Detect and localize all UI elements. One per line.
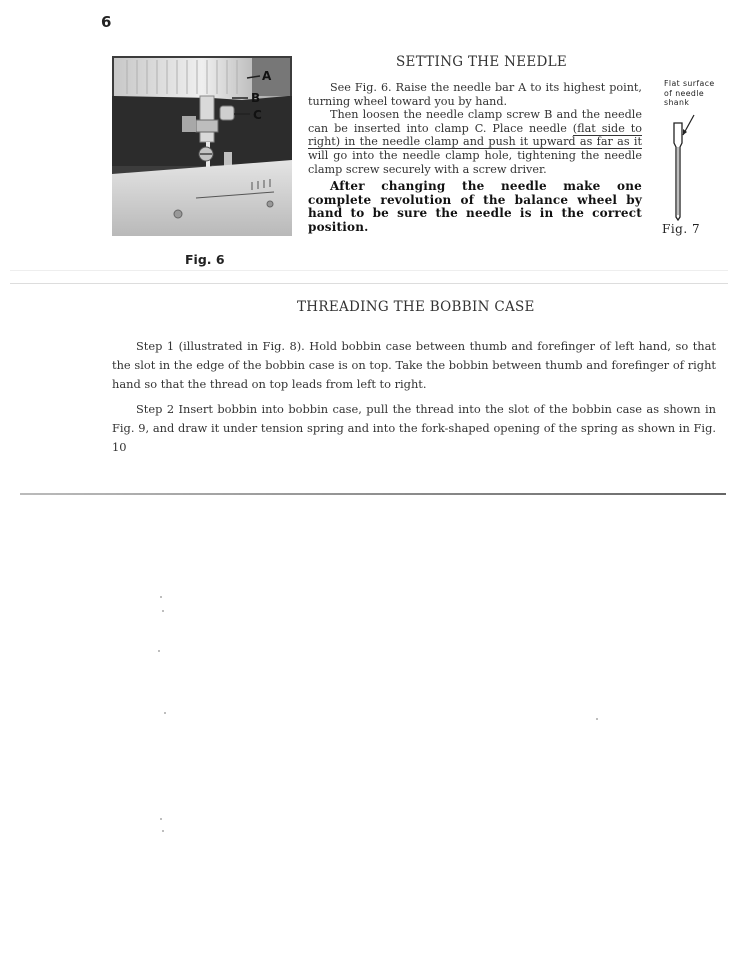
bobbin-step1: Step 1 (illustrated in Fig. 8). Hold bobbin case between thumb and forefinger of left hand, so that the slot in the edge of the bobbin case is on top. Take the bobbin between thumb and forefinger of right hand so that the thread on top leads from left to right. (112, 339, 716, 391)
bobbin-step2: Step 2 Insert bobbin into bobbin case, pull the thread into the slot of the bobbin case as shown in Fig. 9, and draw it under tension spring and into the fork-shaped opening of the spring as shown in Fig. 10 (112, 402, 716, 454)
setting-needle-title: SETTING THE NEEDLE (396, 54, 568, 70)
fig7-caption: Fig. 7 (662, 222, 701, 236)
setting-needle-para2 (308, 108, 642, 176)
para2-part-b: will go into the needle clamp hole, tightening the needle clamp screw securely with a screw driver. (308, 148, 642, 176)
page-divider (20, 493, 726, 495)
fig7-note-line3: shank (664, 98, 690, 107)
fig6-caption: Fig. 6 (185, 252, 225, 267)
scan-speck (162, 610, 164, 612)
page-number: 6 (101, 13, 112, 31)
scan-speck (164, 712, 166, 714)
sewing-machine-photo (112, 56, 292, 236)
label-a: A (262, 69, 272, 83)
setting-needle-para1: See Fig. 6. Raise the needle bar A to its highest point, turning wheel toward you by hand. (308, 81, 642, 108)
bobbin-case-title: THREADING THE BOBBIN CASE (297, 299, 535, 315)
needle-illustration (668, 113, 698, 221)
label-b: B (251, 91, 261, 105)
fig7-note (664, 79, 734, 108)
para2-underlined: (flat side to right) in the needle clamp and push it upward as far as it (308, 121, 643, 149)
scan-speck (160, 596, 162, 598)
scan-speck (160, 818, 162, 820)
scan-speck (596, 718, 598, 720)
scan-line-2 (10, 283, 728, 284)
scan-speck (162, 830, 164, 832)
setting-needle-bold-note: After changing the needle make one complete revolution of the balance wheel by hand to be sure the needle is in the correct position. (308, 179, 642, 234)
para2-part-a: Then loosen the needle clamp screw B and the needle can be inserted into clamp C. Place needle (308, 108, 642, 135)
fig7-note-line2: of needle (664, 88, 705, 98)
fig7-note-line1: Flat surface (664, 79, 715, 88)
label-c: C (253, 108, 262, 122)
scan-speck (158, 650, 160, 652)
scan-line-1 (10, 270, 728, 271)
setting-needle-body (308, 81, 642, 235)
bobbin-case-body (112, 337, 716, 463)
